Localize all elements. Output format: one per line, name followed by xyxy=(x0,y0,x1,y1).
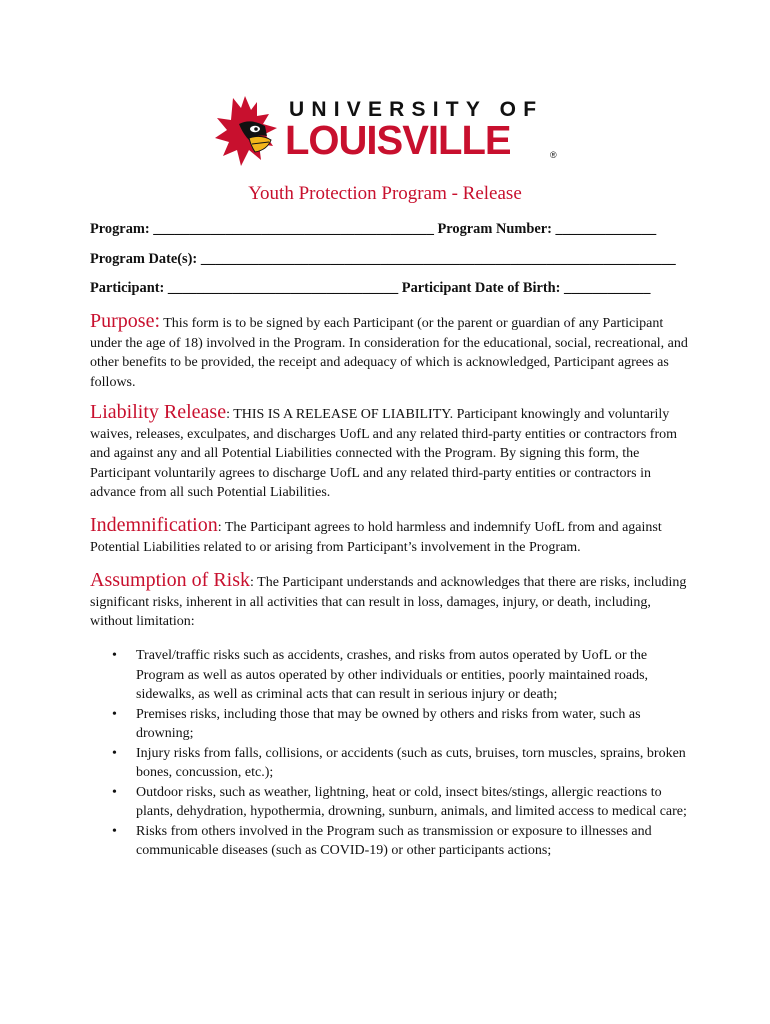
logo-line-university-of: UNIVERSITY OF xyxy=(289,98,544,121)
program-dates-field-line: Program Date(s): __________________________________________________________________ xyxy=(90,251,676,267)
assumption-of-risk-heading: Assumption of Risk xyxy=(90,569,251,591)
list-item-text: Risks from others involved in the Program such as transmission or exposure to illnesses and communicable diseases (such as COVID-19) or other participants actions; xyxy=(136,823,652,858)
liability-release-body: : THIS IS A RELEASE OF LIABILITY. Participant knowingly and voluntarily waives, releases, exculpates, and discharges UofL and any related third-party entities or contractors from and against any and all Potential Liabilities connected with the Program. By signing this form, the Participant voluntarily agrees to discharge UofL and any related third-party entities or contractors in advance from all such Potential Liabilities. xyxy=(90,407,678,500)
list-item xyxy=(90,646,690,705)
cardinal-logo-icon xyxy=(211,94,283,168)
purpose-section xyxy=(90,312,690,392)
logo-line-louisville: LOUISVILLE xyxy=(285,118,511,164)
list-item-text: Injury risks from falls, collisions, or accidents (such as cuts, bruises, torn muscles, sprains, broken bones, concussion, etc.); xyxy=(136,745,686,780)
list-item-text: Outdoor risks, such as weather, lightning, heat or cold, insect bites/stings, allergic reactions to plants, dehydration, hypothermia, drowning, sunburn, animals, and limited access to medical care; xyxy=(136,784,687,819)
liability-release-section xyxy=(90,403,690,503)
university-logo xyxy=(211,92,561,172)
list-item-text: Travel/traffic risks such as accidents, crashes, and risks from autos operated by UofL or the Program as well as autos operated by other individuals or entities, poorly maintained roads, sidewalks, as well as criminal acts that can result in serious injury or death; xyxy=(136,648,649,702)
bullet-icon: • xyxy=(112,784,117,800)
participant-field-line: Participant: ________________________________ Participant Date of Birth: ____________ xyxy=(90,280,651,296)
list-item xyxy=(90,744,690,783)
bullet-icon: • xyxy=(112,706,117,722)
list-item-text: Premises risks, including those that may be owned by others and risks from water, such as drowning; xyxy=(136,706,641,741)
assumption-of-risk-body: : The Participant understands and acknowledges that there are risks, including significant risks, inherent in all activities that can result in loss, damages, injury, or death, including, without limitation: xyxy=(90,575,687,629)
bullet-icon: • xyxy=(112,745,117,761)
list-item xyxy=(90,783,690,822)
program-field-line: Program: _______________________________________ Program Number: ______________ xyxy=(90,221,657,237)
liability-release-heading: Liability Release xyxy=(90,401,227,423)
purpose-heading: Purpose: xyxy=(90,310,160,332)
bullet-icon: • xyxy=(112,648,117,663)
registered-mark: ® xyxy=(550,150,557,160)
risk-list xyxy=(90,646,690,861)
indemnification-body: : The Participant agrees to hold harmless and indemnify UofL from and against Potential Liabilities related to or arising from Participant’s involvement in the Program. xyxy=(90,520,662,555)
indemnification-heading: Indemnification xyxy=(90,514,218,536)
bullet-icon: • xyxy=(112,823,117,839)
assumption-of-risk-section xyxy=(90,571,690,632)
indemnification-section xyxy=(90,516,690,557)
list-item xyxy=(90,822,690,861)
document-title: Youth Protection Program - Release xyxy=(248,183,522,204)
purpose-body: This form is to be signed by each Participant (or the parent or guardian of any Participant under the age of 18) involved in the Program. In consideration for the educational, social, recreational, and other benefits to be provided, the receipt and adequacy of which is acknowledged, Participant agrees as follows. xyxy=(90,316,688,390)
list-item xyxy=(90,705,690,744)
